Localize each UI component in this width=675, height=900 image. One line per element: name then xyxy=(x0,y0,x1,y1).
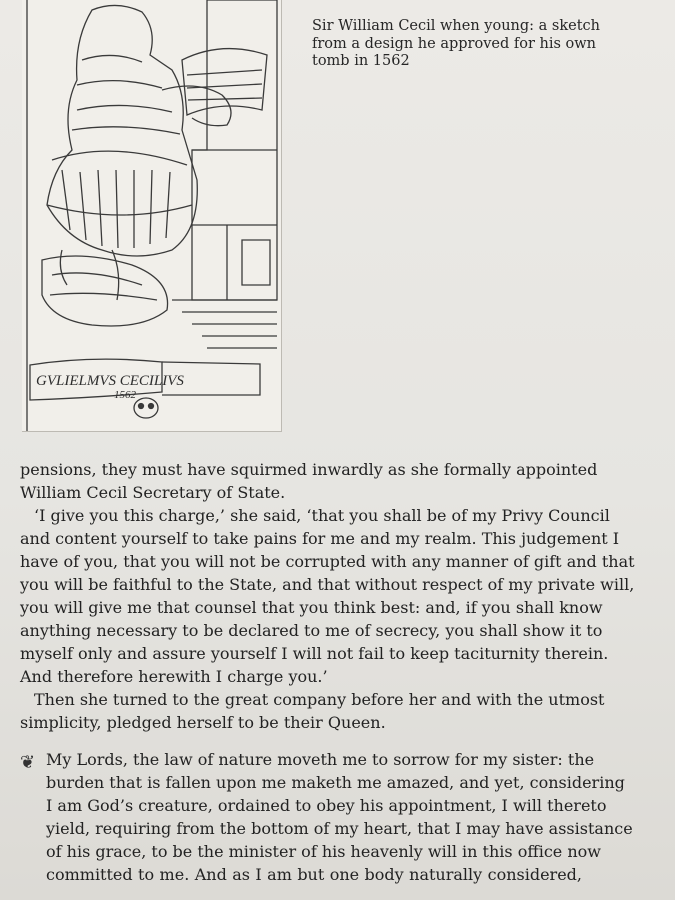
text-line: have of you, that you will not be corrupted with any manner of gift and that xyxy=(20,552,635,571)
speech-line: I am God’s creature, ordained to obey his appointment, I will thereto xyxy=(46,796,607,815)
sketch-year: 1562 xyxy=(114,389,136,401)
sketch-inscription: GVLIELMVS CECILIVS xyxy=(36,373,184,389)
text-line: simplicity, pledged herself to be their Queen. xyxy=(20,713,386,732)
queen-speech-extract xyxy=(20,748,633,886)
fleuron-ornament-icon: ❦ xyxy=(20,752,36,773)
text-line: you will give me that counsel that you think best: and, if you shall know xyxy=(20,598,603,617)
figure-caption xyxy=(312,18,602,71)
text-line: and content yourself to take pains for me and my realm. This judgement I xyxy=(20,529,620,548)
cecil-tomb-sketch xyxy=(22,0,282,432)
sketch-drawing xyxy=(22,0,282,432)
text-line: ‘I give you this charge,’ she said, ‘that you shall be of my Privy Council xyxy=(34,506,610,525)
text-line: William Cecil Secretary of State. xyxy=(20,483,286,502)
text-line: anything necessary to be declared to me of secrecy, you shall show it to xyxy=(20,621,603,640)
text-line: And therefore herewith I charge you.’ xyxy=(20,667,328,686)
body-text xyxy=(20,458,635,886)
caption-line: Sir William Cecil when young: a sketch xyxy=(312,18,600,34)
text-line: pensions, they must have squirmed inwardly as she formally appointed xyxy=(20,460,598,479)
text-line: you will be faithful to the State, and that without respect of my private will, xyxy=(20,575,635,594)
caption-line: tomb in 1562 xyxy=(312,53,410,69)
speech-line: yield, requiring from the bottom of my heart, that I may have assistance xyxy=(46,819,633,838)
speech-line: burden that is fallen upon me maketh me amazed, and yet, considering xyxy=(46,773,625,792)
speech-line: of his grace, to be the minister of his heavenly will in this office now xyxy=(46,842,601,861)
caption-line: from a design he approved for his own xyxy=(312,35,597,52)
text-line: myself only and assure yourself I will not fail to keep taciturnity therein. xyxy=(20,644,609,663)
paragraph-continuation xyxy=(20,458,598,504)
text-line: Then she turned to the great company before her and with the utmost xyxy=(34,690,605,709)
speech-line: committed to me. And as I am but one body naturally considered, xyxy=(46,865,582,884)
paragraph-charge-quote xyxy=(20,504,635,688)
speech-line: My Lords, the law of nature moveth me to sorrow for my sister: the xyxy=(46,750,595,769)
paragraph-queen-pledge xyxy=(20,688,605,734)
